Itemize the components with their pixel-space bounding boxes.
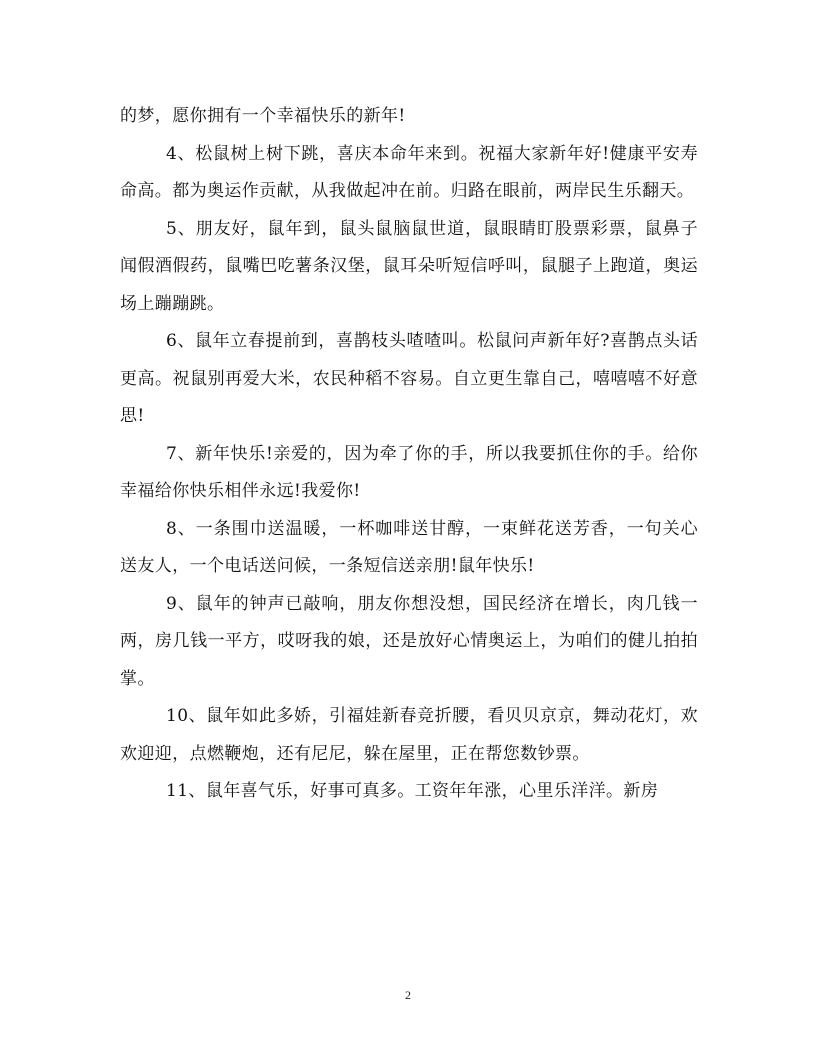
paragraph-6: 9、鼠年的钟声已敲响，朋友你想没想，国民经济在增长，肉几钱一两，房几钱一平方，哎呀我的娘，还是放好心情奥运上，为咱们的健儿拍拍掌。 <box>120 593 698 689</box>
page-number: 2 <box>405 988 411 1002</box>
paragraph-0: 的梦，愿你拥有一个幸福快乐的新年! <box>120 106 406 126</box>
document-body <box>120 98 698 811</box>
paragraph-8: 11、鼠年喜气乐，好事可真多。工资年年涨，心里乐洋洋。新房 <box>166 781 659 801</box>
paragraph-1: 4、松鼠树上树下跳，喜庆本命年来到。祝福大家新年好!健康平安寿命高。都为奥运作贡献，从我做起冲在前。归路在眼前，两岸民生乐翻天。 <box>120 143 698 201</box>
paragraph-4: 7、新年快乐!亲爱的，因为牵了你的手，所以我要抓住你的手。给你幸福给你快乐相伴永远!我爱你! <box>120 443 698 501</box>
paragraph-5: 8、一条围巾送温暖，一杯咖啡送甘醇，一束鲜花送芳香，一句关心送友人，一个电话送问候，一条短信送亲朋!鼠年快乐! <box>120 518 698 576</box>
paragraph-7: 10、鼠年如此多娇，引福娃新春竞折腰，看贝贝京京，舞动花灯，欢欢迎迎，点燃鞭炮，还有尼尼，躲在屋里，正在帮您数钞票。 <box>120 706 698 764</box>
paragraph-2: 5、朋友好，鼠年到，鼠头鼠脑鼠世道，鼠眼睛盯股票彩票，鼠鼻子闻假酒假药，鼠嘴巴吃薯条汉堡，鼠耳朵听短信呼叫，鼠腿子上跑道，奥运场上蹦蹦跳。 <box>120 218 698 314</box>
paragraph-3: 6、鼠年立春提前到，喜鹊枝头喳喳叫。松鼠问声新年好?喜鹊点头话更高。祝鼠别再爱大米，农民种稻不容易。自立更生靠自己，嘻嘻嘻不好意思! <box>120 331 698 426</box>
